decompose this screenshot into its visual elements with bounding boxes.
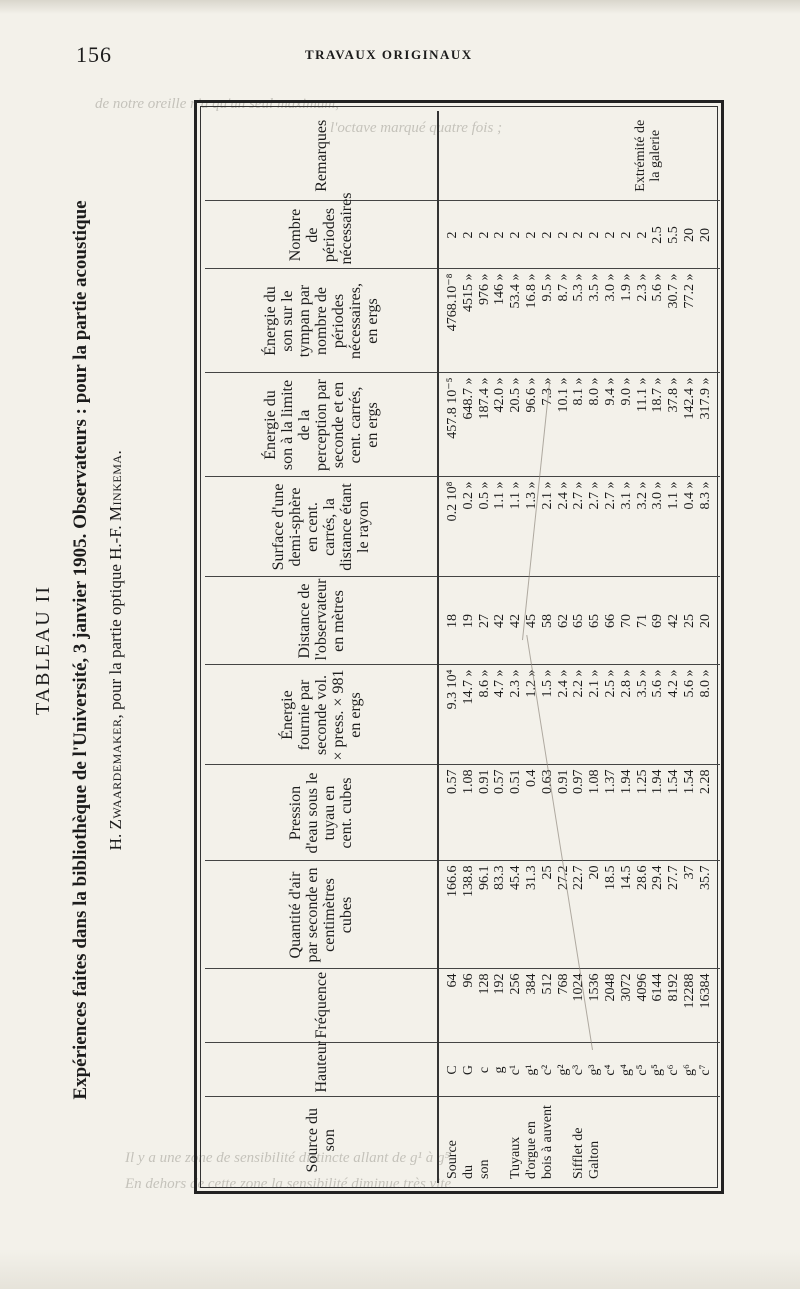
- cell-tympan: [698, 274, 714, 369]
- source-cell: [438, 1097, 720, 1183]
- cell-surface: 8.3 »: [697, 481, 713, 510]
- cell-energie: 5.6 »: [681, 669, 697, 698]
- table-caption: [32, 100, 184, 1200]
- cell-freq: 2048: [602, 973, 618, 1002]
- cell-freq: 1536: [587, 973, 603, 1002]
- bleed-through-text: l'octave marqué quatre fois ;: [330, 120, 503, 136]
- cell-pression: 0.51: [508, 769, 524, 794]
- cell-surface: 0.4 »: [681, 481, 697, 510]
- cell-distance: 45: [523, 614, 539, 628]
- cell-hauteur: g³: [587, 1064, 603, 1076]
- cell-limite: 11.1 »: [634, 377, 650, 412]
- cell-periodes: 20: [697, 228, 713, 242]
- cell-periodes: 5.5: [666, 226, 682, 244]
- cell-freq: 12288: [681, 973, 697, 1009]
- cell-limite: 457.8 10⁻⁵: [445, 377, 460, 439]
- cell-tympan: 146 »: [492, 273, 508, 305]
- page-number: 156: [76, 42, 112, 67]
- observers-line: [106, 100, 126, 1200]
- cell-hauteur: g: [492, 1066, 508, 1074]
- cell-hauteur: c⁶: [666, 1064, 682, 1076]
- table-title: TABLEAU II: [32, 584, 54, 716]
- col-surface: [438, 477, 720, 577]
- cell-limite: 42.0 »: [492, 377, 508, 413]
- cell-tympan: 53.4 »: [508, 273, 524, 309]
- col-energie-limite: [438, 373, 720, 477]
- cell-energie: 14.7 »: [460, 669, 476, 705]
- cell-pression: 1.54: [666, 769, 682, 794]
- cell-freq: 64: [445, 973, 460, 988]
- cell-tympan: 3.0 »: [602, 273, 618, 302]
- cell-distance: 18: [445, 614, 460, 628]
- cell-distance: 71: [634, 614, 650, 628]
- cell-distance: 65: [571, 614, 587, 628]
- cell-surface: 2.7 »: [587, 481, 603, 510]
- cell-air: 29.4: [650, 865, 666, 890]
- cell-energie: 2.5 »: [602, 669, 618, 698]
- col-header-pression: Pression d'eau sous le tuyau en cent. cubes: [205, 765, 438, 861]
- cell-air: 96.1: [476, 865, 492, 890]
- col-energie-fournie: [438, 665, 720, 765]
- cell-surface: 1.3 »: [523, 481, 539, 510]
- cell-freq: 96: [460, 973, 476, 988]
- cell-surface: 1.1 »: [508, 481, 524, 510]
- cell-hauteur: c²: [539, 1064, 555, 1076]
- cell-distance: 62: [555, 614, 571, 628]
- cell-air: 27.2: [555, 865, 571, 890]
- cell-energie: 4.7 »: [492, 669, 508, 698]
- cell-pression: 0.97: [571, 769, 587, 794]
- cell-distance: 58: [539, 614, 555, 628]
- cell-limite: 8.0 »: [587, 377, 603, 406]
- cell-surface: 3.0 »: [650, 481, 666, 510]
- bleed-through-text: de notre oreille n'a qu'un seul maximum,: [95, 96, 340, 112]
- observers-prefix: H.: [106, 829, 125, 851]
- col-header-remarques: Remarques: [205, 111, 438, 201]
- cell-limite: 187.4 »: [476, 377, 492, 420]
- col-air: [438, 861, 720, 969]
- cell-tympan: 1.9 »: [618, 273, 634, 302]
- cell-air: 14.5: [618, 865, 634, 890]
- cell-freq: 384: [523, 973, 539, 995]
- cell-freq: 256: [508, 973, 524, 995]
- cell-freq: 128: [476, 973, 492, 995]
- cell-distance: 65: [587, 614, 603, 628]
- cell-tympan: 16.8 »: [523, 273, 539, 309]
- col-header-energie-fournie: Énergie fournie par seconde vol. × press. × 981 en ergs: [205, 665, 438, 765]
- cell-surface: 0.5 »: [476, 481, 492, 510]
- cell-distance: 20: [697, 614, 713, 628]
- source-spacer: [556, 1102, 572, 1180]
- cell-pression: 1.08: [460, 769, 476, 794]
- cell-periodes: 2: [539, 231, 555, 239]
- cell-energie: 2.8 »: [618, 669, 634, 698]
- cell-surface: 3.2 »: [634, 481, 650, 510]
- observers-mid: , pour la partie optique H.-F.: [106, 521, 125, 719]
- source-spacer: [492, 1102, 508, 1180]
- cell-pression: 0.91: [555, 769, 571, 794]
- cell-hauteur: g⁵: [650, 1064, 666, 1076]
- cell-freq: 3072: [618, 973, 634, 1002]
- cell-pression: 1.25: [634, 769, 650, 794]
- cell-energie: 8.6 »: [476, 669, 492, 698]
- cell-pression: 1.08: [587, 769, 603, 794]
- col-header-distance: Distance de l'observateur en mètres: [205, 577, 438, 665]
- cell-distance: 27: [476, 614, 492, 628]
- cell-limite: 18.7 »: [650, 377, 666, 413]
- cell-hauteur: c⁵: [634, 1064, 650, 1076]
- cell-tympan: 4768.10⁻⁸: [445, 273, 460, 332]
- cell-periodes: 2: [587, 231, 603, 239]
- cell-energie: 2.3 »: [508, 669, 524, 698]
- cell-distance: 42: [492, 614, 508, 628]
- cell-distance: 66: [602, 614, 618, 628]
- cell-surface: 2.1 »: [539, 481, 555, 510]
- observer-acoustic: Zwaardemaker: [106, 718, 125, 830]
- col-header-periodes: Nombre de périodes nécessaires: [205, 201, 438, 269]
- cell-limite: 8.1 »: [571, 377, 587, 406]
- remark-galerie: Extrémité de la galerie: [633, 119, 663, 192]
- cell-freq: 512: [539, 973, 555, 995]
- cell-energie: 3.5 »: [634, 669, 650, 698]
- cell-pression: 1.94: [618, 769, 634, 794]
- cell-hauteur: g¹: [523, 1064, 539, 1076]
- table-frame: [194, 100, 724, 1194]
- cell-air: 28.6: [634, 865, 650, 890]
- cell-limite: 317.9 »: [697, 377, 713, 420]
- cell-pression: 1.54: [681, 769, 697, 794]
- col-pression: [438, 765, 720, 861]
- cell-pression: 1.94: [650, 769, 666, 794]
- cell-limite: 96.6 »: [523, 377, 539, 413]
- cell-energie: 2.2 »: [571, 669, 587, 698]
- cell-freq: 6144: [650, 973, 666, 1002]
- cell-pression: 0.91: [476, 769, 492, 794]
- cell-energie: 4.2 »: [666, 669, 682, 698]
- cell-hauteur: g²: [555, 1064, 571, 1076]
- cell-distance: 69: [650, 614, 666, 628]
- cell-air: 83.3: [492, 865, 508, 890]
- cell-limite: 7.3 »: [539, 377, 555, 406]
- rotated-table-page: [32, 100, 732, 1200]
- cell-limite: 10.1 »: [555, 377, 571, 413]
- cell-tympan: 30.7 »: [666, 273, 682, 309]
- cell-freq: 4096: [634, 973, 650, 1002]
- cell-hauteur: c⁷: [697, 1064, 713, 1076]
- cell-hauteur: g⁴: [618, 1064, 634, 1076]
- col-header-source: Source du son: [205, 1097, 438, 1183]
- col-header-energie-limite: Énergie du son à la limite de la perception par seconde et en cent. carrés, en ergs: [205, 373, 438, 477]
- cell-tympan: 5.3 »: [571, 273, 587, 302]
- cell-air: 166.6: [445, 865, 460, 897]
- cell-tympan: 3.5 »: [587, 273, 603, 302]
- cell-periodes: 2: [523, 231, 539, 239]
- data-table: [205, 111, 720, 1183]
- col-header-energie-tympan: Énergie du son sur le tympan par nombre de périodes nécessaires, en ergs: [205, 269, 438, 373]
- cell-freq: 1024: [571, 973, 587, 1002]
- col-periodes: [438, 201, 720, 269]
- cell-periodes: 2: [476, 231, 492, 239]
- cell-hauteur: C: [445, 1065, 460, 1075]
- scan-shadow-top: [0, 0, 800, 14]
- cell-energie: 5.6 »: [650, 669, 666, 698]
- cell-air: 18.5: [602, 865, 618, 890]
- cell-pression: 1.37: [602, 769, 618, 794]
- cell-distance: 19: [460, 614, 476, 628]
- running-head: TRAVAUX ORIGINAUX: [305, 47, 473, 62]
- col-header-frequence: Fréquence: [205, 969, 438, 1043]
- cell-hauteur: c¹: [508, 1064, 524, 1076]
- table-subtitle: Expériences faites dans la bibliothèque de l'Université, 3 janvier 1905. Observateurs : pour la partie acoustique: [70, 200, 91, 1100]
- cell-pression: 2.28: [697, 769, 713, 794]
- cell-tympan: 8.7 »: [555, 273, 571, 302]
- source-label: du: [460, 1165, 476, 1179]
- cell-periodes: 2: [492, 231, 508, 239]
- source-label: Source: [445, 1140, 460, 1179]
- cell-air: 25: [539, 865, 555, 880]
- cell-tympan: 2.3 »: [634, 273, 650, 302]
- cell-air: 35.7: [697, 865, 713, 890]
- cell-limite: 648.7 »: [460, 377, 476, 420]
- col-distance: [438, 577, 720, 665]
- cell-periodes: 2: [571, 231, 587, 239]
- cell-surface: 0.2 10⁸: [445, 481, 460, 522]
- cell-hauteur: G: [460, 1064, 476, 1076]
- cell-energie: 1.5 »: [539, 669, 555, 698]
- cell-air: 45.4: [508, 865, 524, 890]
- cell-distance: 42: [508, 614, 524, 628]
- col-hauteur: [438, 1043, 720, 1097]
- observer-optic: Minkema.: [106, 449, 125, 522]
- cell-hauteur: c⁴: [602, 1064, 618, 1076]
- cell-periodes: 20: [681, 228, 697, 242]
- cell-periodes: 2: [602, 231, 618, 239]
- cell-air: 37: [681, 865, 697, 880]
- cell-air: 20: [587, 865, 603, 880]
- cell-freq: 768: [555, 973, 571, 995]
- cell-limite: 142.4 »: [681, 377, 697, 420]
- cell-tympan: 77.2 »: [681, 273, 697, 309]
- source-galton-whistle: Sifflet de Galton: [571, 1127, 603, 1179]
- cell-distance: 25: [681, 614, 697, 628]
- cell-periodes: 2: [555, 231, 571, 239]
- cell-air: 27.7: [666, 865, 682, 890]
- cell-freq: 8192: [666, 973, 682, 1002]
- cell-limite: 20.5 »: [508, 377, 524, 413]
- cell-energie: 8.0 »: [697, 669, 713, 698]
- scan-shadow-bottom: [0, 1249, 800, 1289]
- cell-limite: 9.4 »: [602, 377, 618, 406]
- cell-energie: 2.1 »: [587, 669, 603, 698]
- cell-surface: 0.2 »: [460, 481, 476, 510]
- bleed-through-text: En dehors de cette zone la sensibilité diminue très vite: [125, 1176, 452, 1192]
- cell-distance: 70: [618, 614, 634, 628]
- cell-tympan: 4515 »: [460, 273, 476, 312]
- source-organ-pipes: Tuyaux d'orgue en bois à auvent: [508, 1105, 555, 1179]
- cell-periodes: 2: [445, 231, 460, 239]
- cell-pression: 0.63: [539, 769, 555, 794]
- cell-surface: 3.1 »: [618, 481, 634, 510]
- cell-surface: 1.1 »: [492, 481, 508, 510]
- cell-pression: 0.57: [492, 769, 508, 794]
- cell-pression: 0.4: [523, 769, 539, 787]
- cell-periodes: 2: [634, 231, 650, 239]
- cell-surface: 2.7 »: [602, 481, 618, 510]
- cell-tympan: 9.5 »: [539, 273, 555, 302]
- source-label: son: [476, 1159, 492, 1179]
- cell-distance: 42: [666, 614, 682, 628]
- col-frequence: [438, 969, 720, 1043]
- cell-surface: 2.7 »: [571, 481, 587, 510]
- cell-energie: 9.3 10⁴: [445, 669, 460, 710]
- cell-air: 31.3: [523, 865, 539, 890]
- cell-hauteur: c: [476, 1066, 492, 1074]
- header-row: [205, 111, 438, 1183]
- cell-surface: 1.1 »: [666, 481, 682, 510]
- col-header-surface: Surface d'une demi-sphère en cent. carrés, la distance étant le rayon: [205, 477, 438, 577]
- cell-freq: 192: [492, 973, 508, 995]
- cell-energie: 1.2 »: [523, 669, 539, 698]
- col-energie-tympan: [438, 269, 720, 373]
- col-header-air: Quantité d'air par seconde en centimètres cubes: [205, 861, 438, 969]
- cell-freq: 16384: [697, 973, 713, 1009]
- col-header-hauteur: Hauteur: [205, 1043, 438, 1097]
- cell-pression: 0.57: [445, 769, 460, 794]
- cell-tympan: 5.6 »: [650, 273, 666, 302]
- cell-air: 22.7: [571, 865, 587, 890]
- cell-periodes: 2: [618, 231, 634, 239]
- cell-tympan: 976 »: [476, 273, 492, 305]
- cell-periodes: 2: [508, 231, 524, 239]
- cell-periodes: 2: [460, 231, 476, 239]
- cell-air: 138.8: [460, 865, 476, 897]
- cell-hauteur: g⁶: [681, 1064, 697, 1076]
- cell-hauteur: c³: [571, 1064, 587, 1076]
- cell-limite: 37.8 »: [666, 377, 682, 413]
- table-body-row: [438, 111, 720, 1183]
- cell-limite: 9.0 »: [618, 377, 634, 406]
- col-remarques: [438, 111, 720, 201]
- cell-energie: 2.4 »: [555, 669, 571, 698]
- bleed-through-text: Il y a une zone de sensibilité distincte allant de g¹ à g⁵: [125, 1150, 450, 1166]
- cell-surface: 2.4 »: [555, 481, 571, 510]
- cell-periodes: 2.5: [650, 226, 666, 244]
